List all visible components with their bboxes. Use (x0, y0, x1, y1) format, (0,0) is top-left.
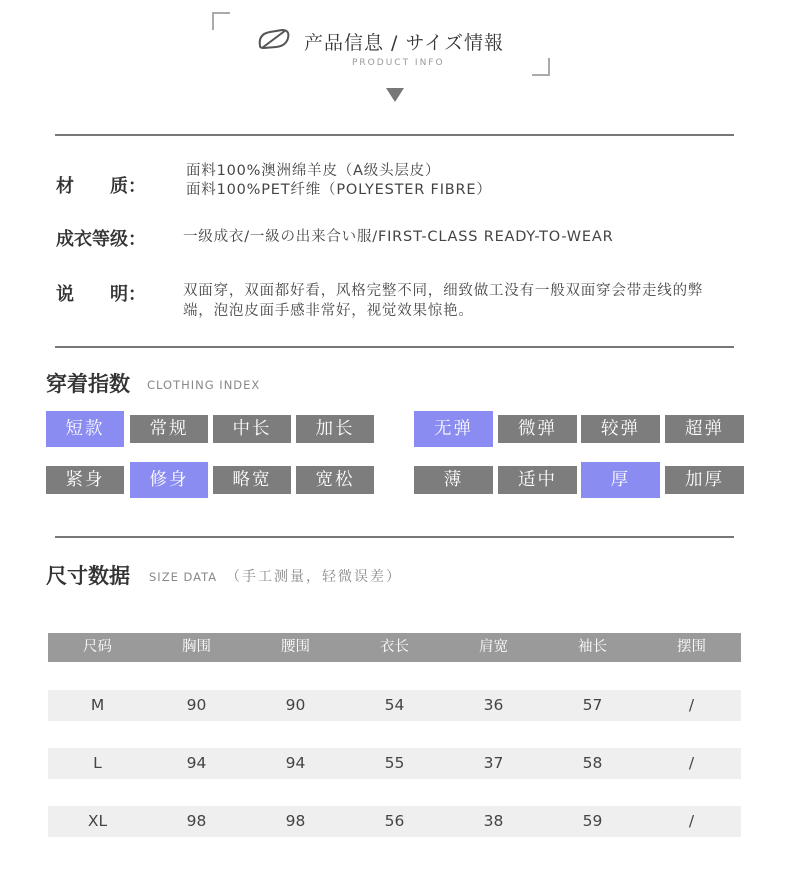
length-option: 短款 (46, 411, 124, 447)
divider (55, 134, 734, 136)
table-cell: 98 (285, 812, 306, 830)
header-cell: 肩宽 (479, 639, 508, 655)
header-cell: 尺码 (83, 639, 112, 655)
table-cell: M (90, 696, 105, 714)
divider (55, 536, 734, 538)
description-line-2: 端，泡泡皮面手感非常好，视觉效果惊艳。 (183, 303, 474, 319)
header-cell: 腰围 (281, 639, 310, 655)
table-row (48, 690, 741, 721)
size-table-header (48, 633, 741, 662)
table-cell: 36 (483, 696, 504, 714)
fit-option: 紧身 (46, 466, 124, 494)
header-cell: 摆围 (677, 639, 706, 655)
fit-option: 宽松 (296, 466, 374, 494)
length-option: 加长 (296, 415, 374, 443)
table-cell: XL (87, 812, 108, 830)
table-cell: 56 (384, 812, 405, 830)
header-cell: 衣长 (380, 639, 409, 655)
table-cell: 57 (582, 696, 603, 714)
fit-option: 修身 (130, 462, 208, 498)
description-line-1: 双面穿，双面都好看，风格完整不同，细致做工没有一般双面穿会带走线的弊 (183, 283, 704, 299)
clothing-index-title-en: CLOTHING INDEX (147, 378, 261, 392)
material-label: 材 质： (56, 176, 146, 197)
clothing-index-title: 穿着指数 (46, 372, 130, 396)
thickness-option: 适中 (498, 466, 577, 494)
elasticity-option: 无弹 (414, 411, 493, 447)
table-cell: 59 (582, 812, 603, 830)
down-arrow-icon (386, 88, 404, 102)
table-cell: 58 (582, 754, 603, 772)
table-cell: / (688, 696, 695, 714)
table-cell: 38 (483, 812, 504, 830)
elasticity-option: 超弹 (665, 415, 744, 443)
divider (55, 346, 734, 348)
thickness-option: 加厚 (665, 466, 744, 494)
size-data-title-en: SIZE DATA (149, 570, 218, 584)
table-cell: 94 (186, 754, 207, 772)
table-cell: L (93, 754, 102, 772)
grade-value: 一级成衣/一級の出来合い服/FIRST-CLASS READY-TO-WEAR (183, 229, 614, 245)
table-cell: 94 (285, 754, 306, 772)
description-label: 说 明： (56, 284, 146, 305)
material-line-1: 面料100%澳洲绵羊皮（A级头层皮） (186, 163, 441, 179)
elasticity-option: 较弹 (581, 415, 660, 443)
length-option: 常规 (130, 415, 208, 443)
size-data-title: 尺寸数据 (46, 564, 130, 588)
header-cell: 胸围 (182, 639, 211, 655)
corner-decoration-bottom-right (532, 58, 550, 76)
table-row (48, 806, 741, 837)
thickness-option: 薄 (414, 466, 493, 494)
table-cell: / (688, 812, 695, 830)
table-cell: 90 (186, 696, 207, 714)
table-cell: / (688, 754, 695, 772)
fit-option: 略宽 (213, 466, 291, 494)
corner-decoration-top-left (212, 12, 230, 30)
table-row (48, 748, 741, 779)
table-cell: 54 (384, 696, 405, 714)
material-line-2: 面料100%PET纤维（POLYESTER FIBRE） (186, 182, 492, 198)
thickness-option: 厚 (581, 462, 660, 498)
size-data-note: （手工测量，轻微误差） (226, 569, 402, 585)
elasticity-option: 微弹 (498, 415, 577, 443)
table-cell: 37 (483, 754, 504, 772)
header-title: 产品信息 / サイズ情報 (304, 32, 504, 54)
header-subtitle: PRODUCT INFO (352, 58, 445, 68)
length-option: 中长 (213, 415, 291, 443)
brand-logo-icon (256, 26, 292, 52)
table-cell: 90 (285, 696, 306, 714)
grade-label: 成衣等级： (56, 229, 146, 250)
table-cell: 98 (186, 812, 207, 830)
header-cell: 袖长 (578, 639, 607, 655)
table-cell: 55 (384, 754, 405, 772)
